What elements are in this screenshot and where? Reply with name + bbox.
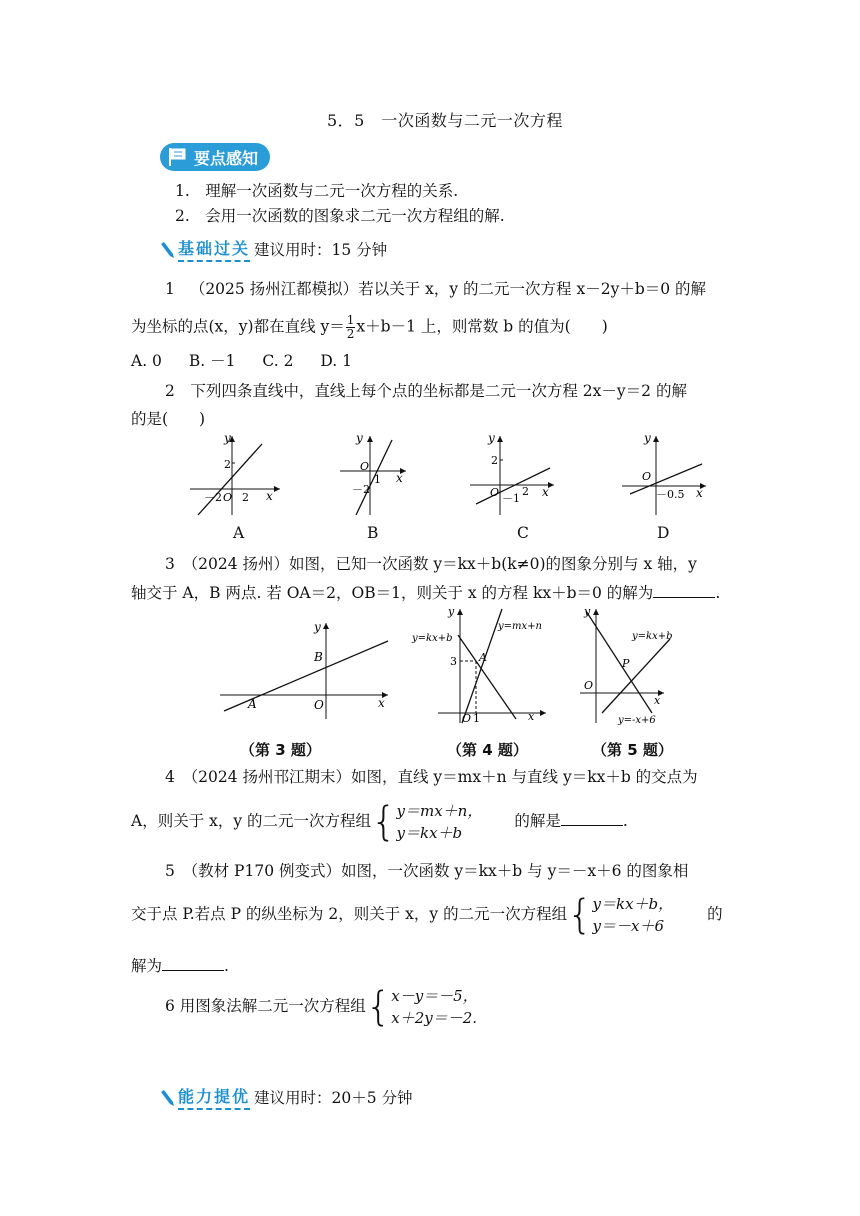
question-2-line-1: 2 下列四条直线中，直线上每个点的坐标都是二元一次方程 2x－y＝2 的解 [165,382,687,400]
brace: { [371,799,397,845]
origin-label: O [360,460,370,473]
axis-y-label: y [584,605,591,618]
question-5-line-3 [131,956,229,976]
equation-system [593,893,674,937]
page-title: 5．5 一次函数与二元一次方程 [327,111,563,130]
axis-x-label: x [266,489,273,503]
line-label-kx: y=kx+b [632,631,673,642]
equation: y＝mx＋n， [396,802,483,820]
tick-label: 2 [491,454,498,467]
question-1-line-1 [165,280,706,299]
axis-y-label: y [644,431,651,445]
figure-2d-label: D [657,524,670,542]
figure-4 [408,605,553,725]
line-label-mx: y=mx+n [498,621,542,632]
equation: x＋2y＝－2. [391,1009,478,1027]
equation: y＝kx＋b [396,824,463,842]
question-4-line-1: 4 （2024 扬州邗江期末）如图，直线 y＝mx＋n 与直线 y＝kx＋b 的交点为 [165,768,698,786]
question-text: 轴交于 A，B 两点. 若 OA＝2，OB＝1，则关于 x 的方程 kx＋b＝0 的解为 [131,584,654,602]
caption-figure-4: （第 4 题） [447,741,528,759]
question-text: x＋b－1 上，则常数 b 的值为( ) [356,317,608,336]
origin-label: O [584,679,594,692]
question-text: 为坐标的点(x，y)都在直线 y＝ [131,317,345,336]
axis-y-label: y [314,620,321,634]
question-4-line-2 [131,800,628,844]
point-b-label: B [314,650,323,664]
question-text: 解为 [131,957,163,975]
axis-x-label: x [542,485,549,499]
tick-label: 2 [242,491,249,504]
question-2-line-2: 的是( ) [131,410,206,428]
option-b[interactable]: B. －1 [188,352,236,370]
figure-2c-label: C [517,524,529,542]
question-text: 的解是 [514,812,561,830]
origin-label: O [314,698,324,712]
question-5-line-2 [131,893,723,937]
option-c[interactable]: C. 2 [262,352,294,370]
key-point-1: 1. 理解一次函数与二元一次方程的关系. [175,182,459,200]
tick-label: －1 [502,492,520,505]
equation-system [391,985,477,1029]
question-3-line-2 [131,583,720,603]
tick-label: 3 [450,655,457,668]
origin-label: O [490,486,500,499]
fraction-denominator: 2 [346,327,355,341]
equation: y＝－x＋6 [592,917,665,935]
flag-icon [166,146,190,168]
fraction [346,314,356,341]
figure-2a [180,430,290,520]
axis-x-label: x [528,710,535,723]
figure-2d [612,430,712,520]
fraction-numerator: 1 [346,313,355,327]
question-1-line-2 [131,314,608,341]
pencil-icon [160,238,178,260]
question-text: A，则关于 x，y 的二元一次方程组 [131,812,372,830]
figure-2a-label: A [233,524,245,542]
question-6 [165,985,478,1029]
section-basic-time: 建议用时：15 分钟 [254,241,388,259]
equation: y＝kx＋b， [592,895,674,913]
brace: { [567,892,593,938]
point-p-label: P [622,657,630,670]
point-a-label: A [248,697,257,711]
answer-blank[interactable] [561,811,623,826]
question-text: . [224,957,229,975]
axis-y-label: y [224,431,231,445]
line-label-neg: y=-x+6 [618,715,656,725]
section-banner-label: 要点感知 [194,148,259,168]
pencil-icon [160,1086,178,1108]
tick-label: －2 [352,483,370,496]
axis-y-label: y [448,605,455,618]
origin-label: O [462,712,472,725]
section-banner-key-points [160,143,270,171]
axis-x-label: x [396,471,403,485]
question-3-line-1: 3 （2024 扬州）如图，已知一次函数 y＝kx＋b(k≠0)的图象分别与 x 轴，y [165,555,697,573]
section-ability-time: 建议用时：20＋5 分钟 [254,1089,413,1107]
origin-label: O [223,491,233,504]
section-basic [160,236,387,262]
figure-5 [572,605,682,725]
line-label-kx: y=kx+b [412,633,453,644]
section-ability [160,1084,413,1110]
axis-x-label: x [696,486,703,500]
brace: { [365,984,392,1030]
question-text: 交于点 P.若点 P 的纵坐标为 2，则关于 x，y 的二元一次方程组 [131,905,568,923]
section-basic-label: 基础过关 [178,236,250,262]
key-point-2: 2. 会用一次函数的图象求二元一次方程组的解. [175,207,505,225]
tick-label: －2 [204,491,222,504]
figure-3 [210,615,395,720]
tick-label: 2 [224,458,231,471]
tick-label: 1 [473,712,480,725]
question-source: （2025 扬州江都模拟） [189,280,359,298]
option-a[interactable]: A. 0 [131,352,162,370]
answer-blank[interactable] [162,956,224,971]
figure-2c [460,430,560,520]
tick-label: －0.5 [656,488,685,501]
question-1-options [131,352,352,371]
section-ability-label: 能力提优 [178,1084,250,1110]
question-text: 若以关于 x，y 的二元一次方程 x－2y＋b＝0 的解 [358,280,707,298]
question-text: 6 用图象法解二元一次方程组 [165,997,366,1015]
tick-label: 2 [522,485,529,498]
axis-x-label: x [654,694,661,707]
question-5-line-1: 5 （教材 P170 例变式）如图，一次函数 y＝kx＋b 与 y＝－x＋6 的图象相 [165,862,689,880]
option-d[interactable]: D. 1 [320,352,352,370]
question-text: . [622,812,628,830]
figure-2b-label: B [367,524,379,542]
figure-2b [330,430,420,520]
tick-label: 1 [374,473,381,486]
axis-y-label: y [488,431,495,445]
equation: x－y＝－5， [391,987,478,1005]
axis-x-label: x [378,696,385,710]
caption-figure-3: （第 3 题） [240,741,321,759]
axis-y-label: y [356,431,363,445]
caption-figure-5: （第 5 题） [592,741,673,759]
question-text: 的 [707,905,723,923]
equation-system [397,800,483,844]
point-a-label: A [479,651,487,664]
question-number: 1 [165,280,175,298]
answer-blank[interactable] [653,583,715,598]
question-text: . [715,584,721,602]
origin-label: O [642,470,652,483]
